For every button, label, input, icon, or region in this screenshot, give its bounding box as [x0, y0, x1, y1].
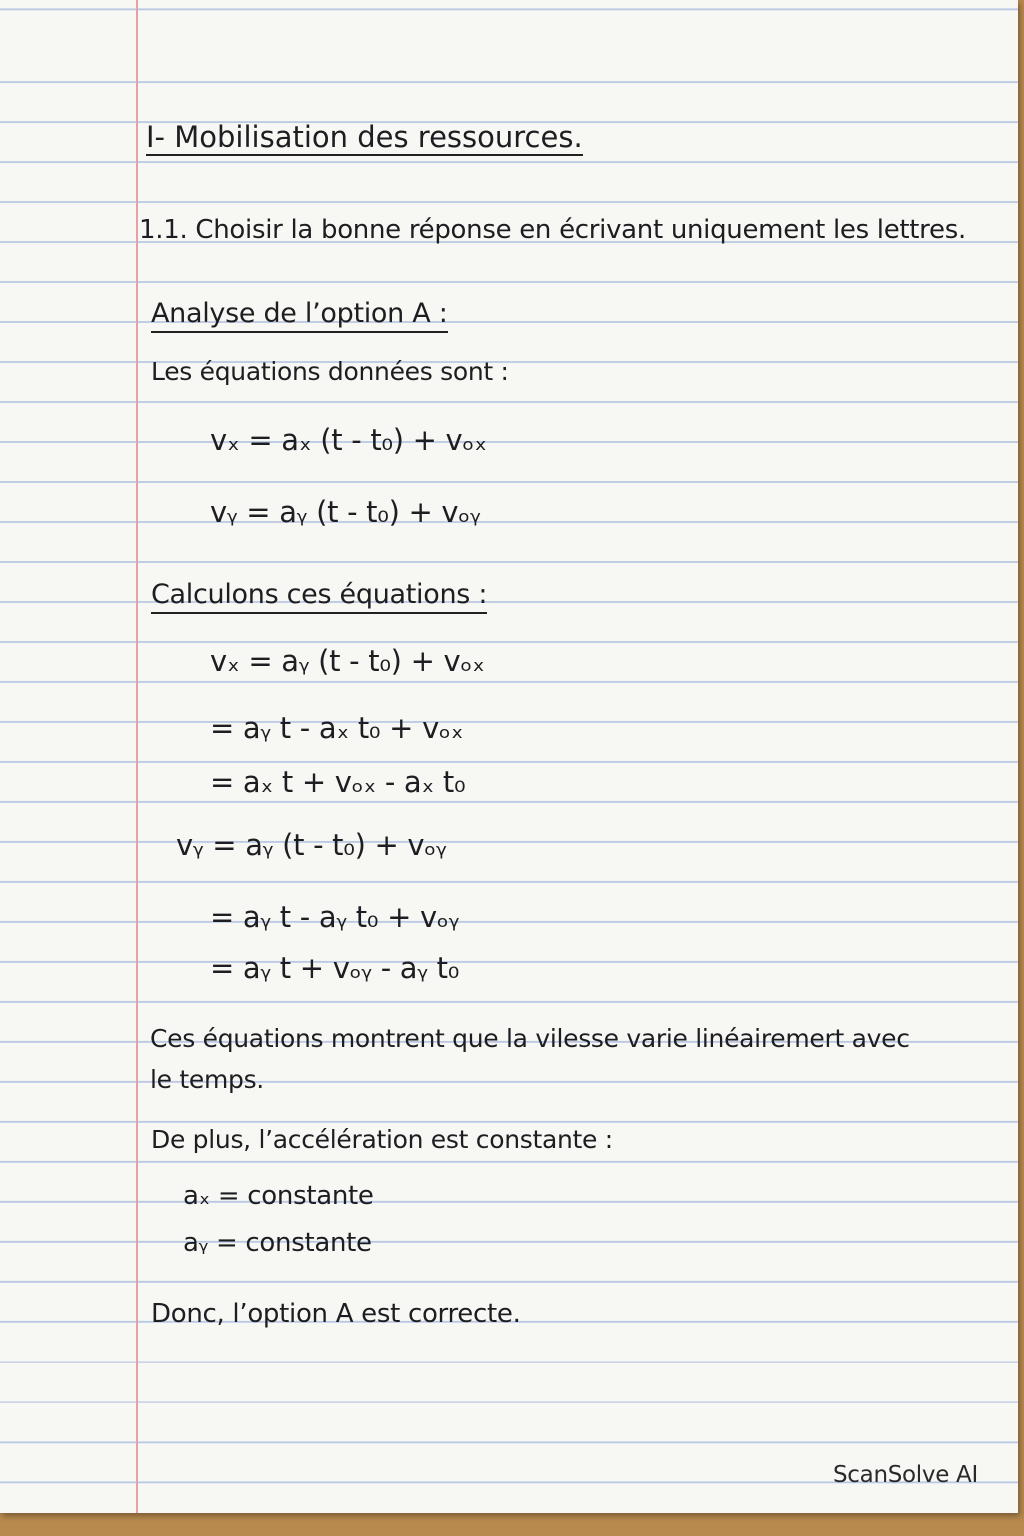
final-answer: Donc, l’option A est correcte.: [151, 1299, 521, 1329]
acceleration-line: aₓ = constante: [183, 1181, 374, 1211]
calc-line: = aₓ t + vₒₓ - aₓ t₀: [210, 765, 466, 799]
analysis-heading: Analyse de l’option A :: [151, 299, 448, 333]
acceleration-intro: De plus, l’accélération est constante :: [151, 1125, 613, 1154]
calc-line: = aᵧ t + vₒᵧ - aᵧ t₀: [210, 951, 460, 985]
calc-line: vₓ = aᵧ (t - t₀) + vₒₓ: [210, 644, 485, 678]
question-text: 1.1. Choisir la bonne réponse en écrivant uniquement les lettres.: [139, 215, 966, 245]
brand-watermark: ScanSolve AI: [833, 1462, 978, 1488]
calc-heading: Calculons ces équations :: [151, 580, 487, 614]
calc-line: vᵧ = aᵧ (t - t₀) + vₒᵧ: [176, 828, 447, 862]
margin-line: [136, 0, 138, 1513]
section-heading: I- Mobilisation des ressources.: [146, 120, 583, 154]
conclusion-line: le temps.: [150, 1065, 264, 1094]
given-equation-vy: vᵧ = aᵧ (t - t₀) + vₒᵧ: [210, 495, 481, 529]
conclusion-line: Ces équations montrent que la vilesse varie linéairemert avec: [150, 1024, 910, 1053]
calc-line: = aᵧ t - aᵧ t₀ + vₒᵧ: [210, 900, 460, 934]
given-equation-vx: vₓ = aₓ (t - t₀) + vₒₓ: [210, 423, 487, 457]
given-intro: Les équations données sont :: [151, 357, 509, 386]
acceleration-line: aᵧ = constante: [183, 1228, 372, 1258]
calc-line: = aᵧ t - aₓ t₀ + vₒₓ: [210, 711, 464, 745]
